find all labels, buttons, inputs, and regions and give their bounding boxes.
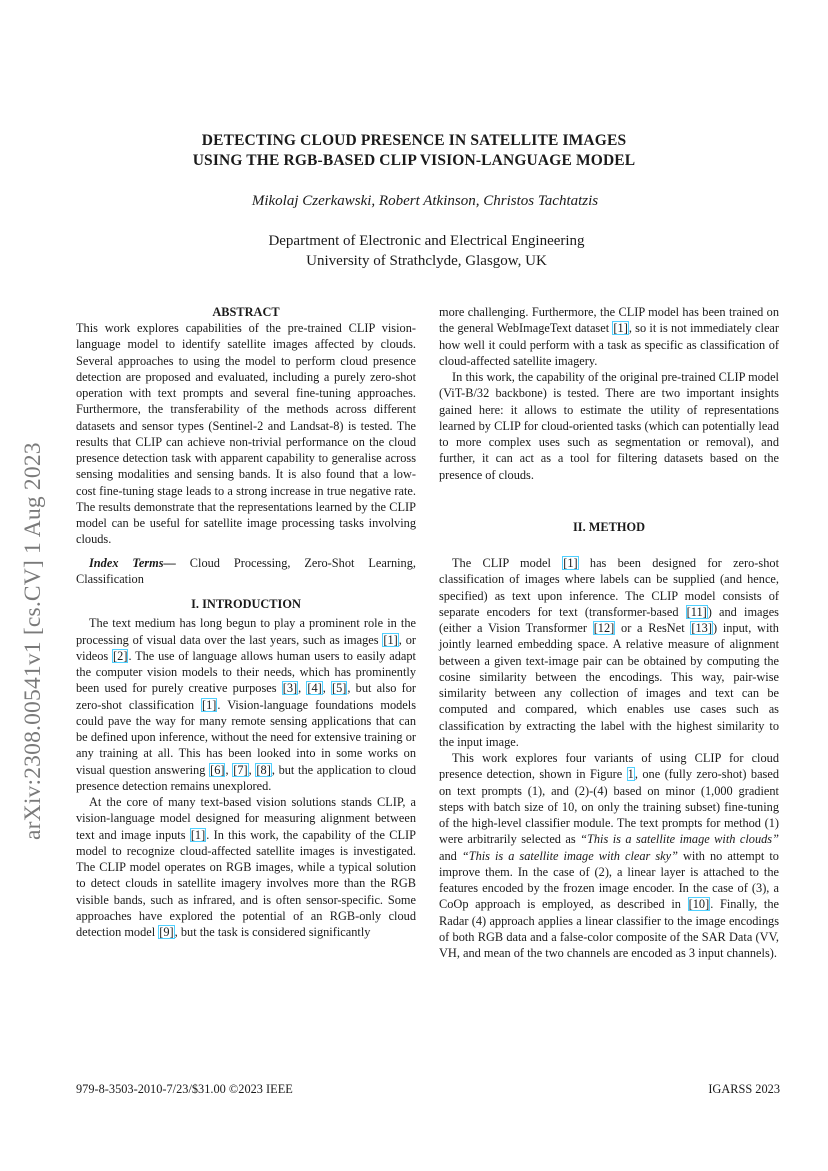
citation-link[interactable]: [2] [113, 648, 128, 663]
citation-link[interactable]: [10] [688, 897, 710, 912]
citation-link[interactable]: [7] [233, 762, 248, 777]
citation-link[interactable]: [1] [383, 632, 398, 647]
citation-link[interactable]: [8] [256, 762, 271, 777]
affiliation-line-1: Department of Electronic and Electrical Engineering [268, 233, 585, 249]
citation-link[interactable]: [6] [210, 762, 225, 777]
citation-link[interactable]: [4] [307, 681, 322, 696]
intro-heading: I. INTRODUCTION [191, 597, 301, 611]
abstract-heading: ABSTRACT [212, 305, 280, 319]
footer-copyright: 979-8-3503-2010-7/23/$31.00 ©2023 IEEE [76, 1082, 293, 1096]
citation-link[interactable]: [1] [202, 697, 217, 712]
figure-link[interactable]: 1 [627, 767, 634, 782]
citation-link[interactable]: [13] [691, 621, 712, 635]
citation-link[interactable]: [12] [593, 621, 615, 635]
index-terms [76, 555, 416, 588]
intro-paragraph-3: more challenging. Furthermore, the CLIP model has been trained on the general WebImageText dataset [1], so it is not immediately clear how well it could perform with a task as specific as classification of cloud-affected satellite imagery. [439, 305, 780, 368]
prompt-quote-clear: “This is a satellite image with clear sky” [461, 848, 678, 863]
citation-link[interactable]: [1] [613, 321, 628, 336]
title-line-2: USING THE RGB-BASED CLIP VISION-LANGUAGE MODEL [192, 152, 636, 169]
index-terms-text: Cloud Processing, Zero-Shot Learning, Classification [76, 555, 416, 586]
citation-link[interactable]: [1] [190, 827, 206, 842]
abstract-text: This work explores capabilities of the pre-trained CLIP vision-language model to identify satellite images affected by clouds. Several approaches to using the model to perform cloud presence detection are proposed and evaluated, including a purely zero-shot operation with text prompts and several fine-tuning approaches. Furthermore, the transferability of the methods across different datasets and sensor types (Sentinel-2 and Landsat-8) is tested. The results that CLIP can achieve non-trivial performance on the cloud presence detection task with apparent capability to generalise across sensing modalities and sensing bands. It is also found that a low-cost fine-tuning stage leads to a strong increase in true negative rate. The results demonstrate that the representations learned by the CLIP model can be useful for satellite image processing tasks involving clouds. [76, 321, 416, 547]
citation-link[interactable]: [5] [332, 681, 347, 696]
affiliation [0, 231, 828, 271]
right-column [439, 304, 779, 961]
citation-link[interactable]: [9] [159, 925, 174, 939]
citation-link[interactable]: [1] [563, 556, 578, 570]
method-heading: II. METHOD [572, 519, 645, 534]
intro-paragraph-4: In this work, the capability of the original pre-trained CLIP model (ViT-B/32 backbone) is tested. There are two important insights gained here: it allows to estimate the utility of representations learned by CLIP for cloud-oriented tasks (which can potentially lead to more complex uses such as segmentation or removal), and further, it can act as a tool for filtering datasets based on the presence of clouds. [439, 370, 779, 482]
intro-paragraph-2: At the core of many text-based vision solutions stands CLIP, a vision-language model designed for measuring alignment between text and image inputs [1]. In this work, the capability of the CLIP model to recognize cloud-affected satellite images is investigated. The CLIP model operates on RGB images, while a typical solution to detect clouds in satellite imagery involves more than the RGB visible bands, such as infrared, and is often sensor-specific. Some approaches have explored the potential of an RGB-only cloud detection model [9], but the task is considered significantly [76, 795, 416, 939]
arxiv-stamp: arXiv:2308.00541v1 [cs.CV] 1 Aug 2023 [20, 442, 46, 840]
authors: Mikolaj Czerkawski, Robert Atkinson, Christos Tachtatzis [251, 193, 599, 209]
index-terms-label: Index Terms— [89, 555, 176, 570]
footer-conference: IGARSS 2023 [708, 1082, 780, 1096]
paper-title [0, 131, 828, 171]
title-line-1: DETECTING CLOUD PRESENCE IN SATELLITE IMAGES [201, 132, 627, 149]
prompt-quote-clouds: “This is a satellite image with clouds” [580, 832, 779, 847]
method-paragraph-2: This work explores four variants of using CLIP for cloud presence detection, shown in Figure 1, one (fully zero-shot) based on text prompts (1), and (2)-(4) based on minor (1,000 gradient steps with batch size of 10, on only the training subset) fine-tuning of the high-level classifier module. The text prompts for method (1) were arbitrarily selected as “This is a satellite image with clouds” and “This is a satellite image with clear sky” with no attempt to improve them. In the case of (2), a linear layer is attached to the features encoded by the frozen image encoder. In the case of (3), a CoOp approach is employed, as described in [10]. Finally, the Radar (4) approach applies a linear classifier to the image encodings of both RGB data and a false-color composite of the SAR Data (VV, VH, and mean of the two channels are encoded as 3 input channels). [439, 751, 779, 960]
affiliation-line-2: University of Strathclyde, Glasgow, UK [306, 253, 547, 269]
citation-link[interactable]: [11] [686, 604, 707, 619]
intro-paragraph-1: The text medium has long begun to play a prominent role in the processing of visual data over the last years, such as images [1], or videos [2]. The use of language allows human users to easily adapt the computer vision models to their needs, which has prominently been used for purely creative purposes [3], [4], [5], but also for zero-shot classification [1]. Vision-language foundations models could pave the way for many remote sensing applications that can be defined upon inference, without the need for extensive training or any training at all. This has been looked into in some works on visual question answering [6], [7], [8], but the application to cloud presence detection remains unexplored. [76, 616, 417, 793]
left-column [76, 304, 416, 940]
citation-link[interactable]: [3] [282, 681, 298, 696]
method-paragraph-1: The CLIP model [1] has been designed for zero-shot classification of images where labels can be supplied (and hence, specified) as text upon inference. The CLIP model consists of separate encoders for text (transformer-based [11]) and images (either a Vision Transformer [12] or a ResNet [13]) input, with jointly learned embedding space. A relative measure of alignment between a given text-image pair can be obtained by computing the cosine similarity between the encodings. This way, pair-wise similarity between any collection of images and text can be computed and compared, which enables use cases such as classification by extracting the label with the highest similarity to the input image. [439, 556, 779, 749]
